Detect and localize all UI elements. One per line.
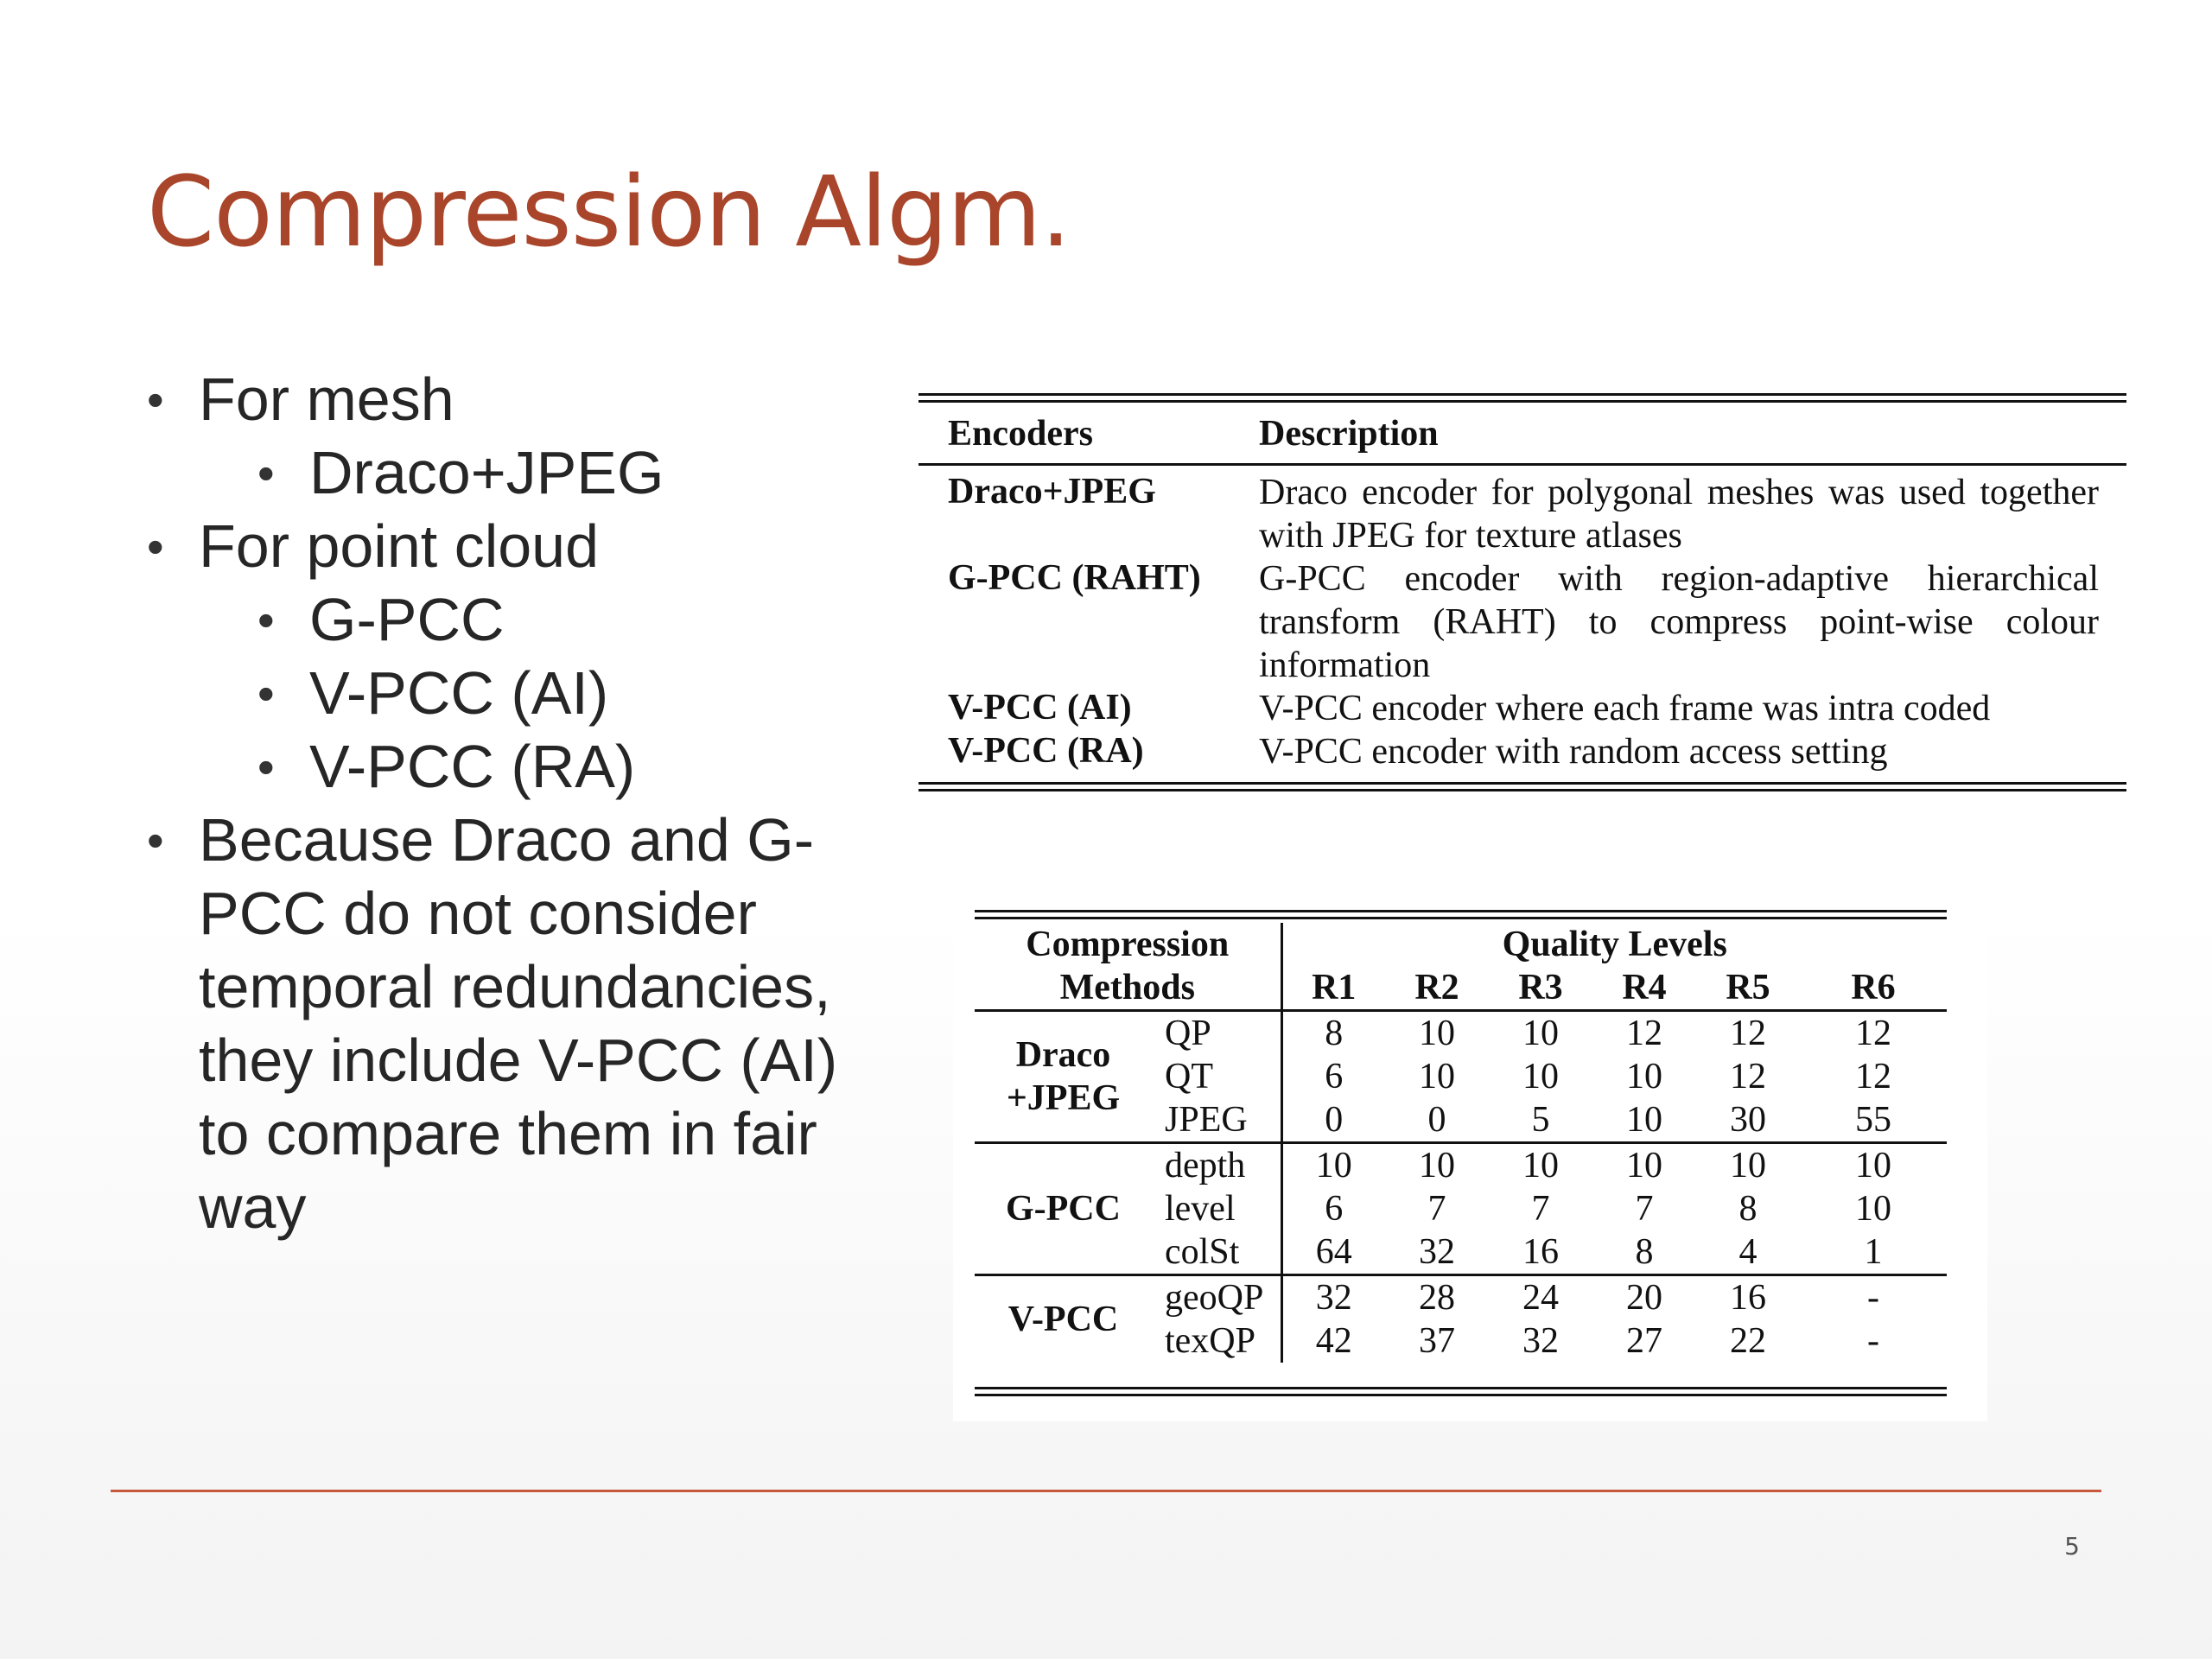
table-cell: 6 <box>1281 1187 1385 1230</box>
table-cell: 12 <box>1626 1014 1662 1053</box>
table-cell: 37 <box>1419 1321 1455 1361</box>
table-cell: 16 <box>1730 1278 1766 1318</box>
table-cell: 10 <box>1419 1146 1455 1185</box>
table-cell: 42 <box>1281 1319 1385 1363</box>
table-rule <box>918 789 2126 791</box>
table-row <box>975 1275 1947 1320</box>
table-cell: 10 <box>1281 1143 1385 1188</box>
table-cell: 30 <box>1730 1100 1766 1140</box>
table-row <box>975 1143 1947 1188</box>
encoder-description: V-PCC encoder where each frame was intra coded <box>1259 689 1991 728</box>
table-cell: 6 <box>1281 1055 1385 1098</box>
table-cell: 55 <box>1855 1100 1891 1140</box>
bullet-subitem: • V-PCC (RA) <box>147 730 890 804</box>
encoder-name: Draco+JPEG <box>948 472 1156 512</box>
param-name: colSt <box>1165 1232 1240 1272</box>
param-name: texQP <box>1165 1321 1255 1361</box>
table-cell: 12 <box>1855 1057 1891 1096</box>
table-cell: - <box>1867 1278 1879 1318</box>
table-cell: 32 <box>1419 1232 1455 1272</box>
table-cell: 5 <box>1531 1100 1550 1140</box>
table-cell: 10 <box>1522 1146 1559 1185</box>
table-cell: 16 <box>1522 1232 1559 1272</box>
header-methods: Methods <box>1059 968 1195 1007</box>
table-rule <box>975 917 1947 919</box>
header-compression: Compression <box>1026 925 1230 964</box>
level-header: R6 <box>1851 968 1896 1007</box>
encoder-description: Draco encoder for polygonal meshes was used together with JPEG for texture atlases <box>1259 473 2099 556</box>
level-header: R3 <box>1518 968 1563 1007</box>
bullet-subitem: • Draco+JPEG <box>147 436 890 510</box>
method-name <box>975 1011 1152 1143</box>
level-header: R4 <box>1622 968 1667 1007</box>
footer-divider <box>111 1490 2101 1492</box>
table-cell: 10 <box>1855 1146 1891 1185</box>
bullet-item: • For mesh <box>147 363 890 436</box>
table-cell: 10 <box>1419 1057 1455 1096</box>
table-rule <box>975 1394 1947 1396</box>
table-cell: 7 <box>1427 1189 1446 1229</box>
table-cell: 10 <box>1419 1014 1455 1053</box>
header-quality-levels: Quality Levels <box>1281 923 1947 966</box>
level-header: R1 <box>1281 966 1385 1011</box>
table-cell: 10 <box>1626 1146 1662 1185</box>
table-row <box>918 687 2126 730</box>
table-cell: 12 <box>1730 1014 1766 1053</box>
param-name: level <box>1165 1189 1236 1229</box>
table-cell: 22 <box>1730 1321 1766 1361</box>
table-cell: 4 <box>1738 1232 1758 1272</box>
encoder-name: V-PCC (AI) <box>948 688 1132 728</box>
page-number: 5 <box>2064 1532 2080 1560</box>
table-cell: 10 <box>1730 1146 1766 1185</box>
table-cell: 10 <box>1626 1057 1662 1096</box>
bullet-item: • Because Draco and G-PCC do not consider temporal redundancies, they include V-PCC (AI) to compare them in fair way <box>147 804 890 1244</box>
table-cell: 32 <box>1522 1321 1559 1361</box>
table-cell: 0 <box>1427 1100 1446 1140</box>
table-cell: 10 <box>1626 1100 1662 1140</box>
param-name: QT <box>1165 1057 1213 1096</box>
table-cell: - <box>1867 1321 1879 1361</box>
method-name-line1: Draco <box>1015 1035 1111 1075</box>
table-cell: 8 <box>1738 1189 1758 1229</box>
table-cell: 28 <box>1419 1278 1455 1318</box>
level-header: R5 <box>1726 968 1770 1007</box>
table-cell: 1 <box>1864 1232 1883 1272</box>
slide-title: Compression Algm. <box>147 156 1071 269</box>
encoder-description: G-PCC encoder with region-adaptive hierarchical transform (RAHT) to compress point-wise colour information <box>1259 559 2099 685</box>
table-cell: 24 <box>1522 1278 1559 1318</box>
table-cell: 10 <box>1522 1014 1559 1053</box>
encoder-name: V-PCC (RA) <box>948 731 1144 771</box>
table-row <box>918 557 2126 687</box>
encoder-description: V-PCC encoder with random access setting <box>1259 732 1888 772</box>
column-header-encoders: Encoders <box>948 414 1093 454</box>
table-cell: 7 <box>1635 1189 1654 1229</box>
table-cell: 27 <box>1626 1321 1662 1361</box>
table-cell: 20 <box>1626 1278 1662 1318</box>
bullet-item: • For point cloud <box>147 510 890 583</box>
table-cell: 10 <box>1855 1189 1891 1229</box>
table-cell: 8 <box>1281 1011 1385 1056</box>
table-row <box>918 465 2126 558</box>
table-cell: 12 <box>1730 1057 1766 1096</box>
encoders-table <box>918 393 2126 791</box>
table-cell: 32 <box>1281 1275 1385 1320</box>
bullet-list <box>147 363 890 1244</box>
quality-levels-table <box>953 890 1987 1421</box>
bullet-subitem: • V-PCC (AI) <box>147 657 890 730</box>
level-header: R2 <box>1414 968 1459 1007</box>
param-name: depth <box>1165 1146 1246 1185</box>
table-row <box>975 1011 1947 1056</box>
table-rule <box>975 1387 1947 1389</box>
method-name: V-PCC <box>1007 1300 1119 1339</box>
table-cell: 10 <box>1522 1057 1559 1096</box>
table-cell: 0 <box>1281 1098 1385 1143</box>
column-header-description: Description <box>1259 414 1439 454</box>
table-rule <box>975 910 1947 912</box>
table-cell: 12 <box>1855 1014 1891 1053</box>
param-name: QP <box>1165 1014 1211 1053</box>
table-cell: 7 <box>1531 1189 1550 1229</box>
param-name: JPEG <box>1165 1100 1248 1140</box>
encoder-name: G-PCC (RAHT) <box>948 558 1201 598</box>
method-name: G-PCC <box>1006 1189 1121 1229</box>
param-name: geoQP <box>1165 1278 1264 1318</box>
table-cell: 8 <box>1635 1232 1654 1272</box>
method-name-line2: +JPEG <box>1006 1078 1121 1118</box>
table-row <box>918 730 2126 782</box>
table-cell: 64 <box>1281 1230 1385 1275</box>
bullet-subitem: • G-PCC <box>147 583 890 657</box>
